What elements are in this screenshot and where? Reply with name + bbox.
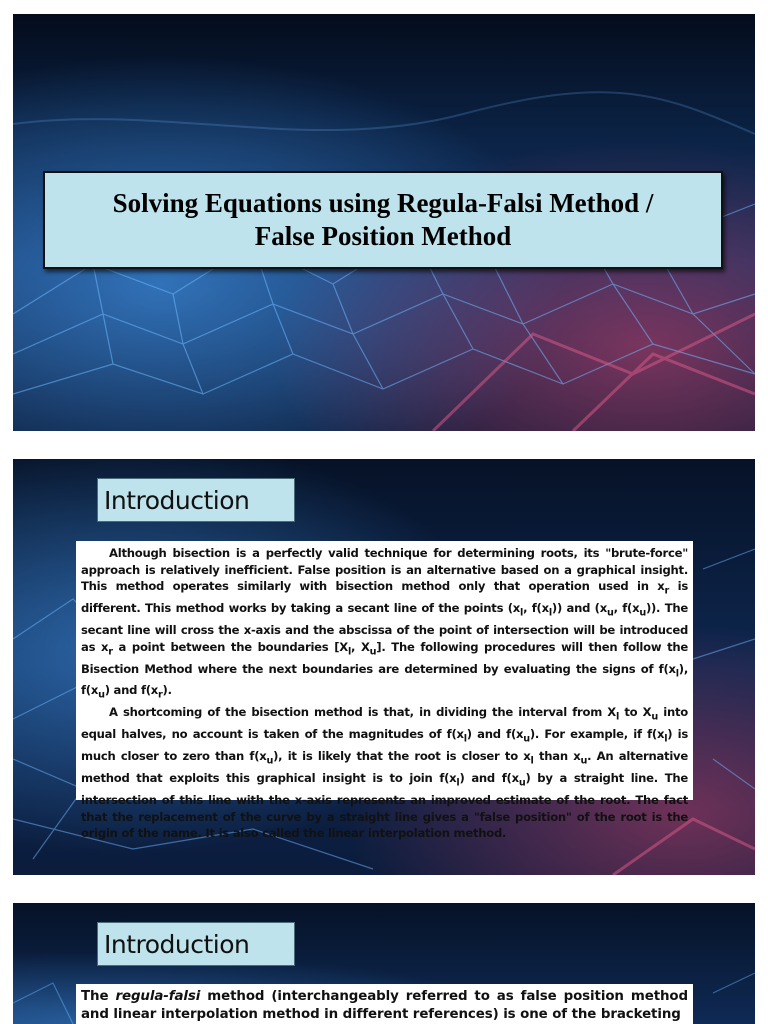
section-heading: Introduction (104, 485, 250, 515)
paragraph-2: A shortcoming of the bisection method is that, in dividing the interval from $X_l$ to $X_u$ into equal halves, no account is taken of the magnitudes of $f(x_l)$ and $f(x_u)$. For example, if $f(x_l)$ is much closer to zero than $f(x_u)$, it is likely that the root is closer to $x_l$ than $x_u$. An alternative method that exploits this graphical insight is to join $f(x_l)$ and $f(x_u)$ by a straight line. The intersection of this line with the x-axis represents an improved estimate of the root. The fact that the replacement of the curve by a straight line gives a "false position" of the root is the origin of the name. It is also called the linear interpolation method. (81, 705, 689, 841)
introduction-slide (13, 459, 755, 875)
title-slide (13, 14, 755, 431)
section-heading-box (97, 922, 295, 966)
introduction-text (76, 541, 693, 841)
paragraph-1: Although bisection is a perfectly valid technique for determining roots, its "brute-force" approach is relatively inefficient. False position is an alternative based on a graphical insight. This method operates similarly with bisection method only that operation used in $x_r$ is different. This method works by taking a secant line of the points ($x_l$, $f(x_l)$) and ($x_u$, $f(x_u)$). The secant line will cross the x-axis and the abscissa of the point of intersection will be introduced as $x_r$ a point between the boundaries [$X_l$, $X_u$]. The following procedures will then follow the Bisection Method where the next boundaries are determined by evaluating the signs of $f(x_l)$, $f(x_u)$ and $f(x_r)$. (81, 546, 689, 701)
page-title (99, 187, 668, 253)
section-heading-box (97, 478, 295, 522)
title-line-1: Solving Equations using Regula-Falsi Method / (112, 188, 654, 218)
title-line-2: False Position Method (254, 221, 512, 251)
title-box (43, 171, 723, 269)
paragraph-1: The regula-falsi method (interchangeably referred to as false position method and linear interpolation method in different references) is one of the bracketing (81, 989, 689, 1022)
introduction-slide-2 (13, 903, 755, 1024)
section-heading: Introduction (104, 929, 250, 959)
introduction-text (76, 984, 693, 1024)
